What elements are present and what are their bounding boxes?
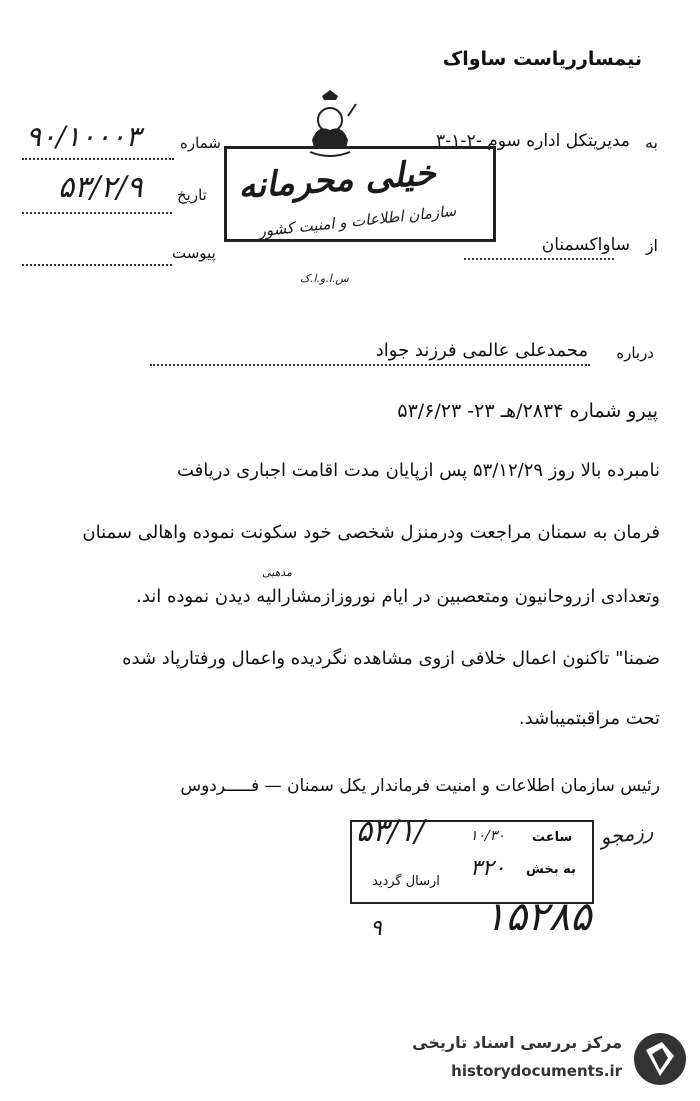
body-line-2: فرمان به سمنان مراجعت ودرمنزل شخصی خود سکونت نموده واهالی سمنان: [82, 522, 660, 543]
receipt-date-value: ۵۳/۱/: [356, 814, 425, 849]
date-label: تاریخ: [177, 186, 207, 204]
office-header: نیمسارریاست ساواک: [442, 48, 642, 70]
receipt-time-label: ساعت: [532, 830, 573, 845]
attachment-label: پیوست: [172, 244, 216, 262]
reference-line: پیرو شماره ۲۸۳۴/هـ ۲۳- ۵۳/۶/۲۳: [397, 400, 658, 422]
from-dotline: [464, 258, 614, 260]
receipt-section-label: به بخش: [526, 862, 576, 877]
date-value: ۵۳/۲/۹: [58, 170, 143, 205]
receipt-filed-label: ارسال گردید: [372, 874, 440, 889]
number-dotline: [22, 158, 174, 160]
number-value: ۹۰/۱۰۰۰۳: [26, 120, 141, 153]
to-prefix: به: [644, 133, 658, 152]
to-recipient: مدیریتکل اداره سوم -۲-۱-۳: [436, 131, 630, 151]
receipt-small-mark: ۹: [370, 916, 382, 941]
body-line-4: ضمنا" تاکنون اعمال خلافی ازوی مشاهده نگردیده واعمال ورفتارپاد شده: [122, 648, 660, 669]
from-sender: ساواکسمنان: [541, 235, 630, 255]
classification-text: خیلی محرمانه: [236, 153, 438, 207]
attachment-dotline: [22, 264, 172, 266]
receipt-section-value: ۳۲۰: [470, 856, 506, 881]
subject-label: درباره: [616, 344, 654, 362]
date-dotline: [22, 212, 172, 214]
from-prefix: از: [645, 236, 658, 255]
footer-website: historydocuments.ir: [451, 1062, 622, 1080]
signature-line: رئیس سازمان اطلاعات و امنیت فرماندار یکل سمنان — فـــــردوس: [180, 776, 660, 796]
abbrev-text: س.ا.و.ا.ک: [300, 272, 349, 285]
body-insertion: مذهبی: [262, 566, 292, 579]
signature-initials: رزمجو: [598, 818, 655, 850]
body-line-3: وتعدادی ازروحانیون ومتعصبین در ایام نوروزازمشارالیه دیدن نموده اند.: [136, 586, 660, 607]
receipt-number: ۱۵۲۸۵: [484, 894, 592, 940]
footer-org-name: مرکز بررسی اسناد تاریخی: [412, 1033, 622, 1052]
archive-logo-icon: [632, 1030, 688, 1088]
receipt-time-value: ۱۰/۳۰: [470, 828, 505, 844]
body-line-1: نامبرده بالا روز ۵۳/۱۲/۲۹ پس ازپایان مدت اقامت اجباری دریافت: [176, 460, 660, 481]
number-label: شماره: [180, 134, 221, 152]
secret-org-text: سازمان اطلاعات و امنیت کشور: [257, 201, 457, 241]
body-line-5: تحت مراقبتمیباشد.: [518, 708, 660, 729]
subject-dotline: [150, 364, 590, 366]
subject-value: محمدعلی عالمی فرزند جواد: [375, 340, 588, 361]
